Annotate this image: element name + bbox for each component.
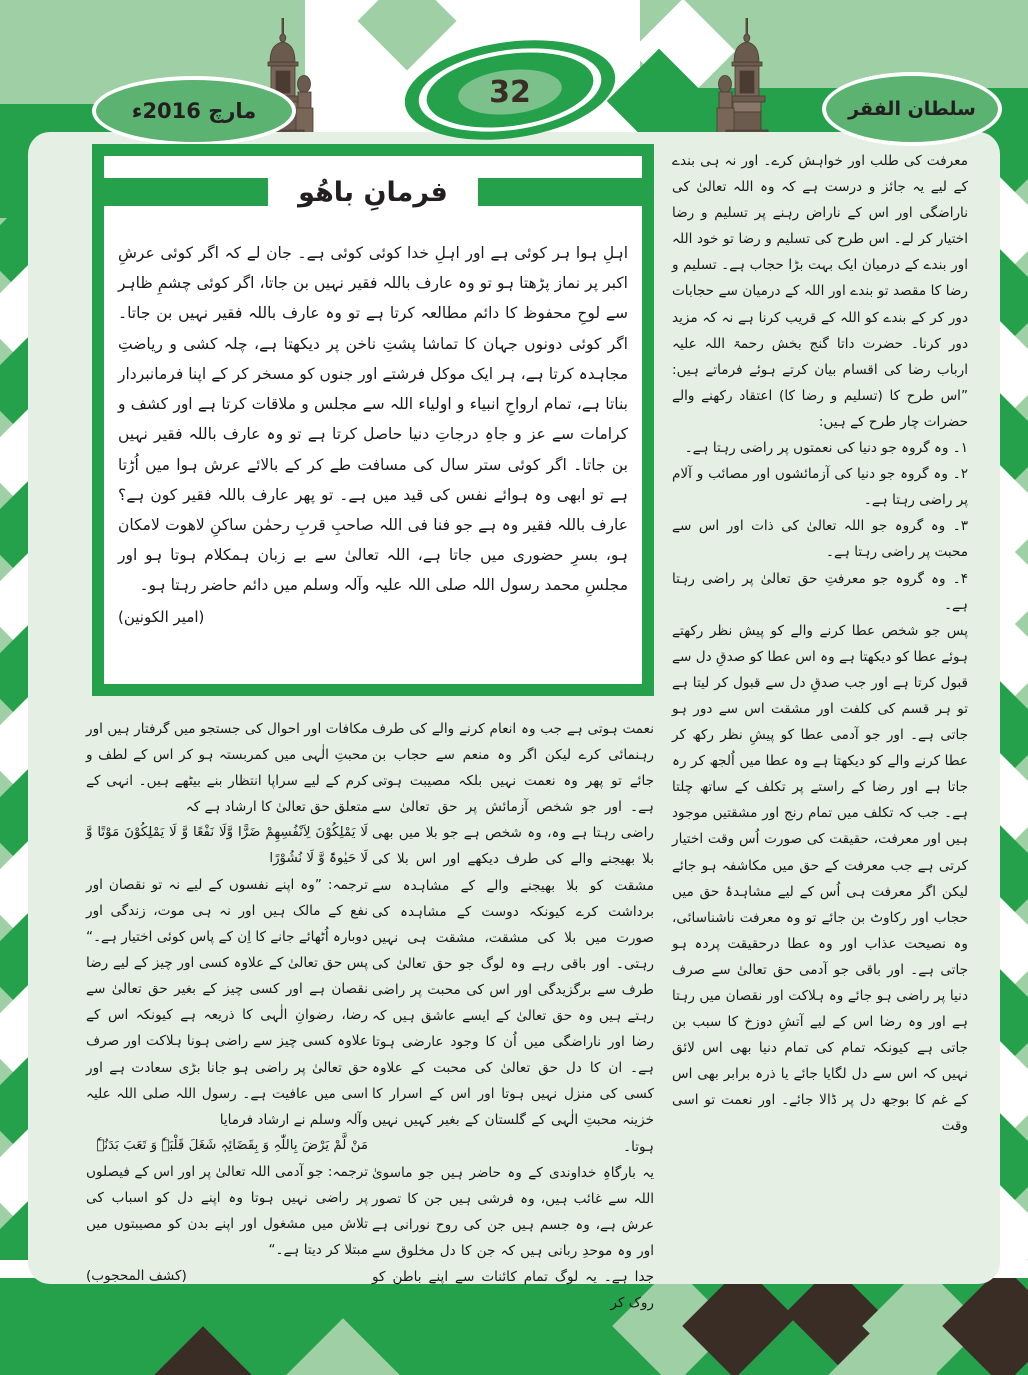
column-left [86, 716, 368, 1289]
magazine-logo-label: سلطان الفقر [848, 98, 976, 120]
left-column-source: (کشف المحجوب) [86, 1267, 187, 1284]
decor-stripes-left [104, 178, 268, 206]
magazine-logo-badge [822, 72, 1002, 146]
paragraph: معرفت کی طلب اور خواہش کرے۔ اور نہ ہی بندے کے لیے یہ جائز و درست ہے کہ وہ اللہ تعالیٰ کی ناراضگی اور اس کے ناراض رہنے پر تسلیم و رضا اختیار کر لے۔ اس طرح کی تسلیم و رضا تو خود اللہ اور بندے کے درمیان ایک بہت بڑا حجاب ہے۔ تسلیم و رضا کا مقصد تو بندے اور اللہ کے درمیان سے حجابات دور کر کے بندے کو اللہ کے قریب کرنا ہے نہ کہ مزید دور کرنا۔ حضرت داتا گنج بخش رحمۃ اللہ علیہ ارباب رضا کی اقسام بیان کرتے ہوئے فرماتے ہیں: ”اس طرح کا (تسلیم و رضا کا) اعتقاد رکھنے والے حضرات چار طرح کے ہیں: [672, 153, 968, 430]
list-item: ۱۔ وہ گروہ جو دنیا کی نعمتوں پر راضی رہتا ہے۔ [684, 440, 968, 457]
quran-verse: لَا یَمْلِکُوْنَ لِاَنْفُسِھِمْ ضَرًّا وَّلَا نَفْعًا وَّ لَا یَمْلِکُوْنَ مَوْتًا وَّ لَا حَیٰوۃً وَّ لَا نُشُوْرًا [86, 825, 368, 867]
decor-stripes-right [478, 178, 642, 206]
hadith-translation: جو آدمی اللہ تعالیٰ پر اور اس کے فیصلوں پر راضی نہیں ہوتا وہ اپنے دل کو اسباب کی تلاش میں مشغول اور اپنے بدن کو مصیبتوں میں مبتلا کر دیتا ہے۔“ [86, 1163, 368, 1258]
paragraph: نعمت ہوتی ہے جب وہ انعام کرنے والے کی طرف رہنمائی کرے لیکن اگر وہ منعم سے حجاب بن جائے تو پھر وہ نعمت نہیں بلکہ مصیبت ہوتی ہے۔ اور جو شخص آزمائش پر حق تعالیٰ سے راضی رہتا ہے وہ، وہ شخص ہے جو بلا میں بھی بلا بھیجنے والے کی طرف دیکھے اور اس بلا کی مشقت کو بلا بھیجنے والے کے مشاہدہ سے برداشت کرے کیونکہ دوست کے مشاہدہ کی صورت میں بلا کی مشقت، مشقت ہی نہیں رہتی۔ اور باقی رہے وہ لوگ جو حق تعالیٰ کی طرف سے برگزیدگی اور اس کی محبت پر راضی رہتے ہیں وہ حق تعالیٰ کے ایسے عاشق ہیں کہ رضا اور ناراضگی میں اُن کا وجود عارضی ہوتا ہے۔ ان کا دل حق تعالیٰ کی محبت کے علاوہ کسی کی منزل نہیں ہوتا اور اس کے اسرار کا خزینہ محبتِ الٰہی کے گلستان کے بغیر کہیں نہیں ہوتا۔ [372, 721, 654, 1155]
column-right [672, 148, 968, 1140]
paragraph: مکافات اور احوال کی جستجو میں گرفتار ہیں اور محبتِ الٰہی میں کمربستہ ہو کر اس کے لطف و کرم کے لیے سراپا انتظار بنے بیٹھے ہیں۔ انہی کے متعلق حق تعالیٰ کا ارشاد ہے کہ [86, 721, 368, 816]
list-item: ۲۔ وہ گروہ جو دنیا کی آزمائشوں اور مصائب و آلام پر راضی رہتا ہے۔ [672, 466, 968, 509]
paragraph: یہ بارگاہِ خداوندی کے وہ حاضر ہیں جو ماسویٰ اللہ سے غائب ہیں، وہ فرشی ہیں جن کا تصور عرش ہے، وہ جسم ہیں جن کی روح نورانی ہے اور وہ موحدِ ربانی ہیں کہ جن کا دل مخلوق سے جدا ہے۔ یہ لوگ تمام کائنات سے اپنے باطن کو روک کر [372, 1164, 654, 1312]
paragraph: پس جو شخص عطا کرنے والے کو پیش نظر رکھتے ہوئے عطا کو دیکھتا ہے وہ اس عطا کو صدقِ دل سے قبول کرتا ہے اور جب صدقِ دل سے قبول کر لیتا ہے تو ہر قسم کی کلفت اور مشقت اس سے دور ہو جاتی ہے۔ اور جو آدمی عطا کو پیشِ نظر رکھ کر عطا کرنے والے کو دیکھتا ہے وہ عطا میں اُلجھ کر رہ جاتا ہے اور رضا کے راستے پر تکلف کے ساتھ چلتا ہے۔ جب کہ تکلف میں تمام رنج اور مشقتیں موجود ہیں اور معرفت، حقیقت کی صورت اُس وقت اختیار کرتی ہے جب معرفت کے حق میں مکاشفہ ہو جائے لیکن اگر معرفت ہی اُس کے لیے مشاہدۂ حق میں حجاب اور رکاوٹ بن جائے تو وہ معرفت ناشناسائی، وہ نصیحت عذاب اور وہ عطا درحقیقت پردہ ہو جاتی ہے۔ اور باقی جو آدمی حق تعالیٰ سے صرف دنیا پر راضی ہو جائے وہ ہلاکت اور نقصان میں رہتا ہے اور وہ رضا اس کے لیے آتشِ دوزخ کا سبب بن جاتی ہے کیونکہ تمام کی تمام دنیا بھی اس لائق نہیں کہ اس سے دل لگایا جائے یا ذرہ برابر بھی اس کے غم کا بوجھ دل پر ڈالا جائے۔ اور نعمت تو اسی وقت [672, 622, 968, 1135]
diamond-decor [942, 1278, 1028, 1375]
hadith-text: مَنْ لَّمْ یَرْضَ بِاللّٰہِ وَ بِقَضَائِہٖ شَغَلَ قَلْبَہٗ وَ تَعَبَ بَدَنُہٗ [96, 1137, 368, 1153]
list-item: ۴۔ وہ گروہ جو معرفتِ حق تعالیٰ پر راضی رہتا ہے۔ [672, 570, 968, 613]
diamond-decor [142, 1326, 264, 1375]
minaret-tower-icon [712, 18, 782, 142]
column-middle [372, 716, 654, 1316]
issue-date-badge [92, 76, 296, 146]
quote-box-body [104, 228, 642, 638]
verse-translation: ”وہ اپنے نفسوں کے لیے نہ تو نقصان اور نفع کے مالک ہیں اور نہ ہی موت، زندگی اور دوبارہ اُٹھائے جانے کا اِن کے پاس کوئی اختیار ہے۔“ [86, 876, 368, 946]
quote-text: اہلِ ہوا ہر کوئی ہے اور اہلِ خدا کوئی کوئی ہے۔ جان لے کہ اگر کوئی عرشِ اکبر پر نماز پڑھتا ہو تو وہ عارف باللہ فقیر نہیں بن جاتا، اگر کوئی چشمِ ظاہر سے لوحِ محفوظ کا دائم مطالعہ کرتا ہے تو وہ عارف باللہ فقیر نہیں بن جاتا۔ اگر کوئی دونوں جہان کا تماشا پشتِ ناخن پر دیکھتا ہے، چلہ کشی و ریاضتِ مجاہدہ کرتا ہے، ہر ایک موکل فرشتے اور جنوں کو مسخر کر کے اپنا فرمانبردار بناتا ہے، تمام ارواحِ انبیاء و اولیاء اللہ سے مجلس و ملاقات کرتا ہے اور کشف و کرامات سے عز و جاہِ درجاتِ دنیا حاصل کرتا ہے تو وہ عارف باللہ فقیر نہیں بن جاتا۔ اگر کوئی ستر سال کی مسافت طے کر کے بالائے عرش ہوا میں اُڑتا ہے تو ابھی وہ ہوائے نفس کی قید میں ہے۔ تو پھر عارف باللہ فقیر کون ہے؟ عارف باللہ فقیر وہ ہے جو فنا فی اللہ صاحبِ قربِ رحمٰن ساکنِ لاھوت لامکان ہو، بسرِ حضوری میں جاتا ہے، اللہ تعالیٰ سے بے زبان ہمکلام ہوتا ہو اور مجلسِ محمد رسول اللہ صلی اللہ علیہ وآلہ وسلم میں دائم حاضر رہتا ہو۔ [118, 244, 628, 595]
farman-quote-box [92, 144, 654, 696]
issue-date-label: مارچ 2016ء [131, 99, 257, 123]
diamond-decor [282, 1318, 404, 1375]
list-item: ۳۔ وہ گروہ جو اللہ تعالیٰ کی ذات اور اس سے محبت پر راضی رہتا ہے۔ [672, 518, 968, 561]
rida-types-list [672, 435, 968, 618]
verse-translation-label: ترجمہ: [327, 876, 368, 893]
quote-source: (امیر الکونین) [118, 607, 205, 626]
quote-box-title: فرمانِ باھُو [298, 176, 448, 208]
hadith-translation-label: ترجمہ: [327, 1163, 369, 1180]
quote-box-header [104, 156, 642, 228]
paragraph: پس حق تعالیٰ کے علاوہ کسی اور چیز کے لیے رضا نقصان ہے اور کسی چیز کے بغیر حق تعالیٰ سے رضا، رضوانِ الٰہی کا ذریعہ ہے کیونکہ اس کے علاوہ کسی چیز سے راضی ہونا ہلاکت اور صرف حق تعالیٰ پر راضی ہو جانا بڑی سعادت ہے اور اسی میں عافیت ہے۔ رسول اللہ صلی اللہ علیہ وآلہ وسلم نے ارشاد فرمایا [86, 955, 368, 1128]
page-number: 32 [489, 74, 531, 110]
page-number-emblem [400, 28, 620, 143]
